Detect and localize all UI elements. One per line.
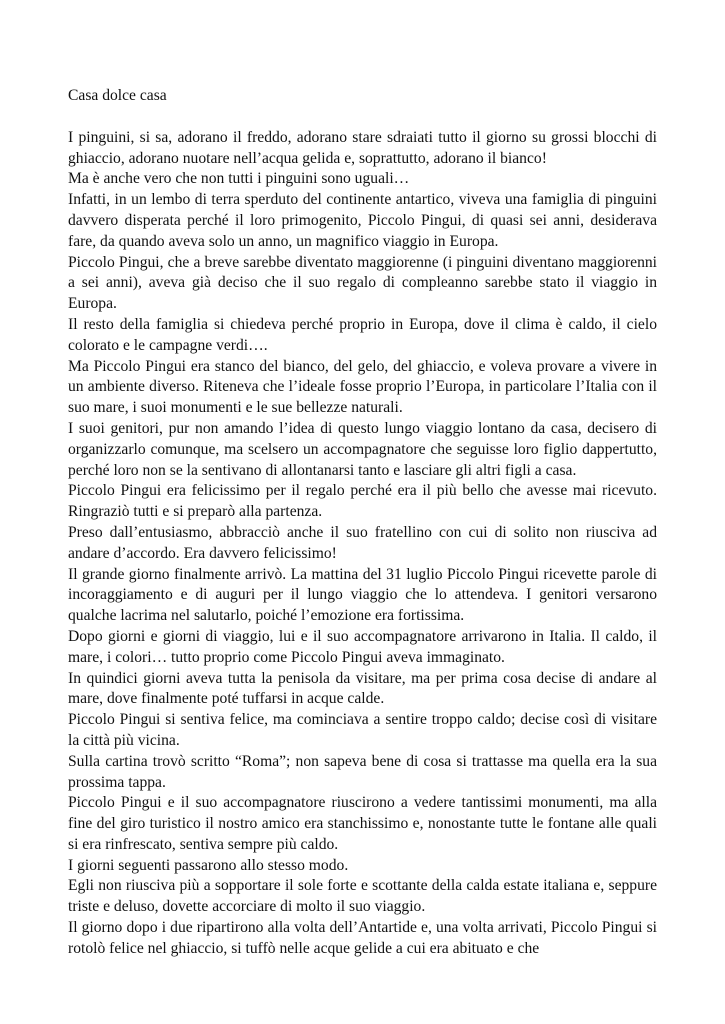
paragraph: I pinguini, si sa, adorano il freddo, adorano stare sdraiati tutto il giorno su grossi blocchi di ghiaccio, adorano nuotare nell’acqua gelida e, soprattutto, adorano il bianco! [68, 128, 657, 167]
paragraph: Il giorno dopo i due ripartirono alla volta dell’Antartide e, una volta arrivati, Piccolo Pingui si rotolò felice nel ghiaccio, si tuffò nelle acque gelide a cui era abituato e che [68, 919, 657, 957]
paragraph: Ma è anche vero che non tutti i pinguini sono uguali… [68, 170, 410, 188]
paragraph: Egli non riusciva più a sopportare il sole forte e scottante della calda estate italiana e, seppure triste e deluso, dovette accorciare di molto il suo viaggio. [68, 877, 657, 916]
paragraph: Piccolo Pingui, che a breve sarebbe diventato maggiorenne (i pinguini diventano maggiorenni a sei anni), aveva già deciso che il suo regalo di compleanno sarebbe stato il viaggio in Europa. [68, 253, 657, 313]
paragraph: Piccolo Pingui si sentiva felice, ma cominciava a sentire troppo caldo; decise così di visitare la città più vicina. [68, 711, 657, 749]
paragraph: Piccolo Pingui e il suo accompagnatore riuscirono a vedere tantissimi monumenti, ma alla fine del giro turistico il nostro amico era stanchissimo e, nonostante tutte le fontane alle quali si era rinfrescato, sentiva sempre più caldo. [68, 794, 657, 853]
paragraph: Infatti, in un lembo di terra sperduto del continente antartico, viveva una famiglia di pinguini davvero disperata perché il loro primogenito, Piccolo Pingui, di quasi sei anni, desiderava fare, da quando aveva solo un anno, un magnifico viaggio in Europa. [68, 191, 657, 250]
paragraph: In quindici giorni aveva tutta la penisola da visitare, ma per prima cosa decise di andare al mare, dove finalmente poté tuffarsi in acque calde. [68, 669, 657, 708]
paragraph: Il resto della famiglia si chiedeva perché proprio in Europa, dove il clima è caldo, il cielo colorato e le campagne verdi…. [68, 315, 657, 354]
paragraph: Dopo giorni e giorni di viaggio, lui e il suo accompagnatore arrivarono in Italia. Il caldo, il mare, i colori… tutto proprio come Piccolo Pingui aveva immaginato. [68, 627, 657, 666]
paragraph: Preso dall’entusiasmo, abbracciò anche il suo fratellino con cui di solito non riusciva ad andare d’accordo. Era davvero felicissimo! [68, 523, 657, 562]
paragraph: I giorni seguenti passarono allo stesso modo. [68, 856, 349, 874]
document-title: Casa dolce casa [68, 87, 167, 104]
paragraph: Piccolo Pingui era felicissimo per il regalo perché era il più bello che avesse mai ricevuto. Ringraziò tutti e si preparò alla partenza. [68, 482, 657, 521]
paragraph: Il grande giorno finalmente arrivò. La mattina del 31 luglio Piccolo Pingui ricevette parole di incoraggiamento e di auguri per il lungo viaggio che lo attendeva. I genitori versarono qualche lacrima nel salutarlo, poiché l’emozione era fortissima. [68, 565, 657, 625]
paragraph: I suoi genitori, pur non amando l’idea di questo lungo viaggio lontano da casa, decisero di organizzarlo comunque, ma scelsero un accompagnatore che seguisse loro figlio dappertutto, perché loro non se la sentivano di allontanarsi tanto e lasciare gli altri figli a casa. [68, 419, 657, 479]
paragraph: Sulla cartina trovò scritto “Roma”; non sapeva bene di cosa si trattasse ma quella era la sua prossima tappa. [68, 752, 657, 791]
paragraph: Ma Piccolo Pingui era stanco del bianco, del gelo, del ghiaccio, e voleva provare a vivere in un ambiente diverso. Riteneva che l’ideale fosse proprio l’Europa, in particolare l’Italia con il suo mare, i suoi monumenti e le sue bellezze naturali. [68, 357, 657, 417]
document-page [68, 86, 657, 960]
